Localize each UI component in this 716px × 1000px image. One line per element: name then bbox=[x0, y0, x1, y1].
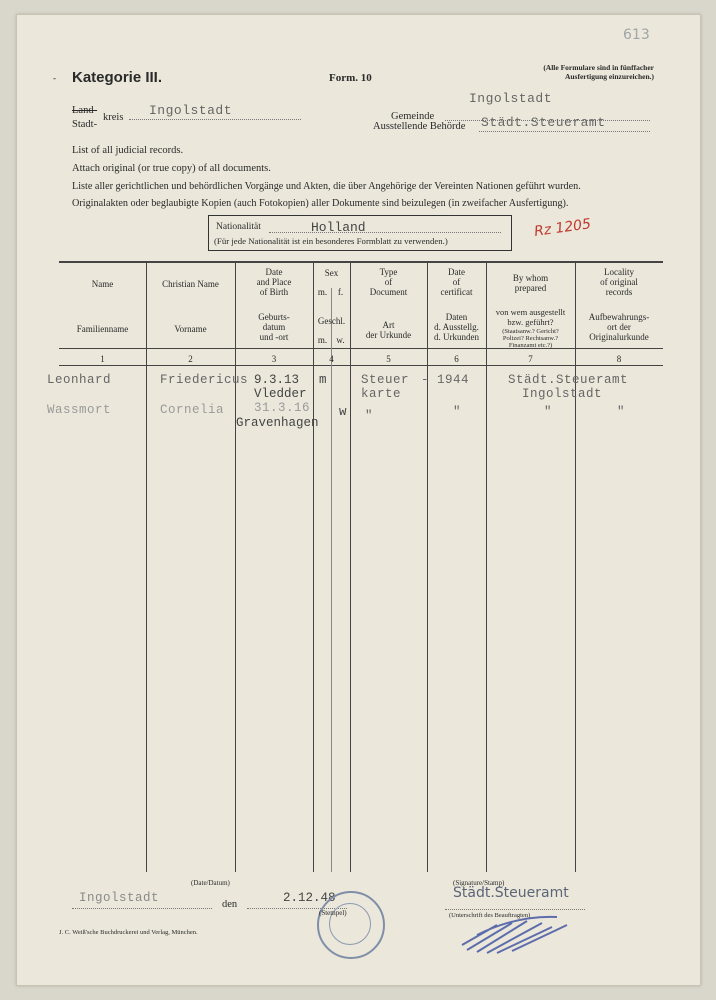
row1-name: Leonhard bbox=[47, 373, 112, 387]
row3-loc: " bbox=[617, 405, 626, 419]
col5-en: Type of Document bbox=[369, 267, 408, 297]
row3-date: " bbox=[453, 405, 462, 419]
footer-place: Ingolstadt bbox=[79, 891, 160, 905]
printer-imprint: J. C. Weiß'sche Buchdruckerei und Verlag, München. bbox=[59, 929, 198, 936]
col1-en: Name bbox=[91, 279, 114, 289]
footer-date: 2.12.48 bbox=[283, 891, 336, 905]
gemeinde-label: Gemeinde bbox=[391, 111, 435, 122]
row1-doc: Steuer bbox=[361, 373, 410, 387]
col8-de: Aufbewahrungs- ort der Originalurkunde bbox=[588, 312, 650, 342]
kreis-label: kreis bbox=[103, 112, 124, 123]
nationality-note: (Für jede Nationalität ist ein besonderes Formblatt zu verwenden.) bbox=[214, 236, 448, 246]
row3-sex: w bbox=[339, 405, 347, 419]
stadt-label: Stadt- bbox=[72, 119, 98, 130]
col4-num: 4 bbox=[329, 354, 334, 364]
pencil-page-number: 613 bbox=[623, 27, 650, 43]
col3-de: Geburts- datum und -ort bbox=[258, 312, 290, 342]
category-title: Kategorie III. bbox=[72, 69, 163, 86]
land-label: Land- bbox=[72, 105, 98, 116]
row3-vorname: Cornelia bbox=[160, 403, 225, 417]
col5-num: 5 bbox=[386, 354, 391, 364]
instruction-2: Attach original (or true copy) of all documents. bbox=[72, 163, 271, 174]
row3-doc: " bbox=[365, 409, 374, 423]
row3-birth: 31.3.16 bbox=[254, 401, 311, 415]
col4-de: Geschl. bbox=[317, 316, 346, 326]
row1-by: Städt.Steueramt bbox=[508, 373, 629, 387]
col7-de: von wem ausgestellt bzw. geführt? bbox=[495, 307, 566, 327]
signature-label: (Signature/Stamp) bbox=[453, 879, 505, 887]
nationality-value: Holland bbox=[311, 220, 366, 235]
col7-num: 7 bbox=[528, 354, 533, 364]
col2-de: Vorname bbox=[174, 324, 207, 334]
col8-en: Locality of original records bbox=[600, 267, 638, 297]
kreis-value: Ingolstadt bbox=[149, 103, 233, 118]
red-annotation: Rz 1205 bbox=[533, 216, 592, 240]
copies-note bbox=[489, 63, 654, 81]
sex-sub-divider bbox=[331, 288, 332, 872]
gemeinde-value: Ingolstadt bbox=[469, 91, 553, 106]
row3-name: Wassmort bbox=[47, 403, 112, 417]
instruction-3: Liste aller gerichtlichen und behördlichen Vorgänge und Akten, die über Angehörige der Vereinten Nationen geführt wurden. bbox=[72, 181, 581, 192]
row2-doc: karte bbox=[361, 387, 402, 401]
col4-de-m: m. bbox=[317, 335, 328, 345]
kreis-line bbox=[129, 119, 301, 120]
behoerde-value: Städt.Steueramt bbox=[481, 115, 606, 130]
behoerde-label: Ausstellende Behörde bbox=[373, 121, 466, 132]
col1-num: 1 bbox=[100, 354, 105, 364]
row2-by: Ingolstadt bbox=[522, 387, 603, 401]
instruction-4: Originalakten oder beglaubigte Kopien (auch Fotokopien) aller Dokumente sind beizulegen (in zweifacher Ausfertigung). bbox=[72, 198, 569, 209]
col4-de-w: w. bbox=[336, 335, 345, 345]
col1-de: Familienname bbox=[76, 324, 129, 334]
row1-sex: m bbox=[319, 373, 327, 387]
den-label: den bbox=[222, 899, 238, 910]
dash-mark: - bbox=[53, 73, 56, 83]
row4-birth: Gravenhagen bbox=[236, 416, 319, 430]
form-number: Form. 10 bbox=[329, 72, 372, 84]
table-top-border bbox=[59, 261, 663, 263]
row3-by: " bbox=[544, 405, 553, 419]
form-page bbox=[16, 14, 701, 986]
col4-en: Sex bbox=[324, 268, 339, 278]
date-label: (Date/Datum) bbox=[191, 879, 230, 887]
place-line bbox=[72, 908, 212, 909]
col4-en-f: f. bbox=[337, 287, 344, 297]
col7-en: By whom prepared bbox=[512, 273, 549, 293]
copies-note-line2: Ausfertigung einzureichen.) bbox=[564, 72, 654, 81]
col3-en: Date and Place of Birth bbox=[256, 267, 292, 297]
col4-en-m: m. bbox=[317, 287, 328, 297]
row2-birth: Vledder bbox=[254, 387, 307, 401]
col3-num: 3 bbox=[271, 354, 277, 364]
signature-stamp: Städt.Steueramt bbox=[453, 885, 569, 901]
col6-de: Daten d. Ausstellg. d. Urkunden bbox=[434, 312, 479, 342]
stempel-label: (Stempel) bbox=[319, 909, 347, 917]
row1-vorname: Friedericus bbox=[160, 373, 249, 387]
col6-num: 6 bbox=[454, 354, 459, 364]
table-number-row-bottom bbox=[59, 365, 663, 366]
col5-de: Art der Urkunde bbox=[365, 320, 412, 340]
row1-date: - 1944 bbox=[421, 373, 470, 387]
col6-en: Date of certificat bbox=[440, 267, 473, 297]
col7-de-small: (Staatsanw.? Gericht? Polizei? Rechtsanw.? Finanzamt etc.?) bbox=[502, 328, 559, 349]
copies-note-line1: (Alle Formulare sind in fünffacher bbox=[543, 63, 654, 72]
signature-scribble bbox=[457, 895, 577, 955]
col2-en: Christian Name bbox=[162, 279, 219, 289]
signature-sublabel: (Unterschrift des Beauftragten) bbox=[449, 912, 531, 919]
col8-num: 8 bbox=[616, 354, 622, 364]
round-stamp bbox=[317, 891, 385, 959]
row1-birth: 9.3.13 bbox=[254, 373, 300, 387]
nationality-line bbox=[269, 232, 501, 233]
nationality-label: Nationalität bbox=[216, 222, 261, 232]
instruction-1: List of all judicial records. bbox=[72, 145, 184, 156]
behoerde-line bbox=[479, 131, 650, 132]
col2-num: 2 bbox=[188, 354, 193, 364]
